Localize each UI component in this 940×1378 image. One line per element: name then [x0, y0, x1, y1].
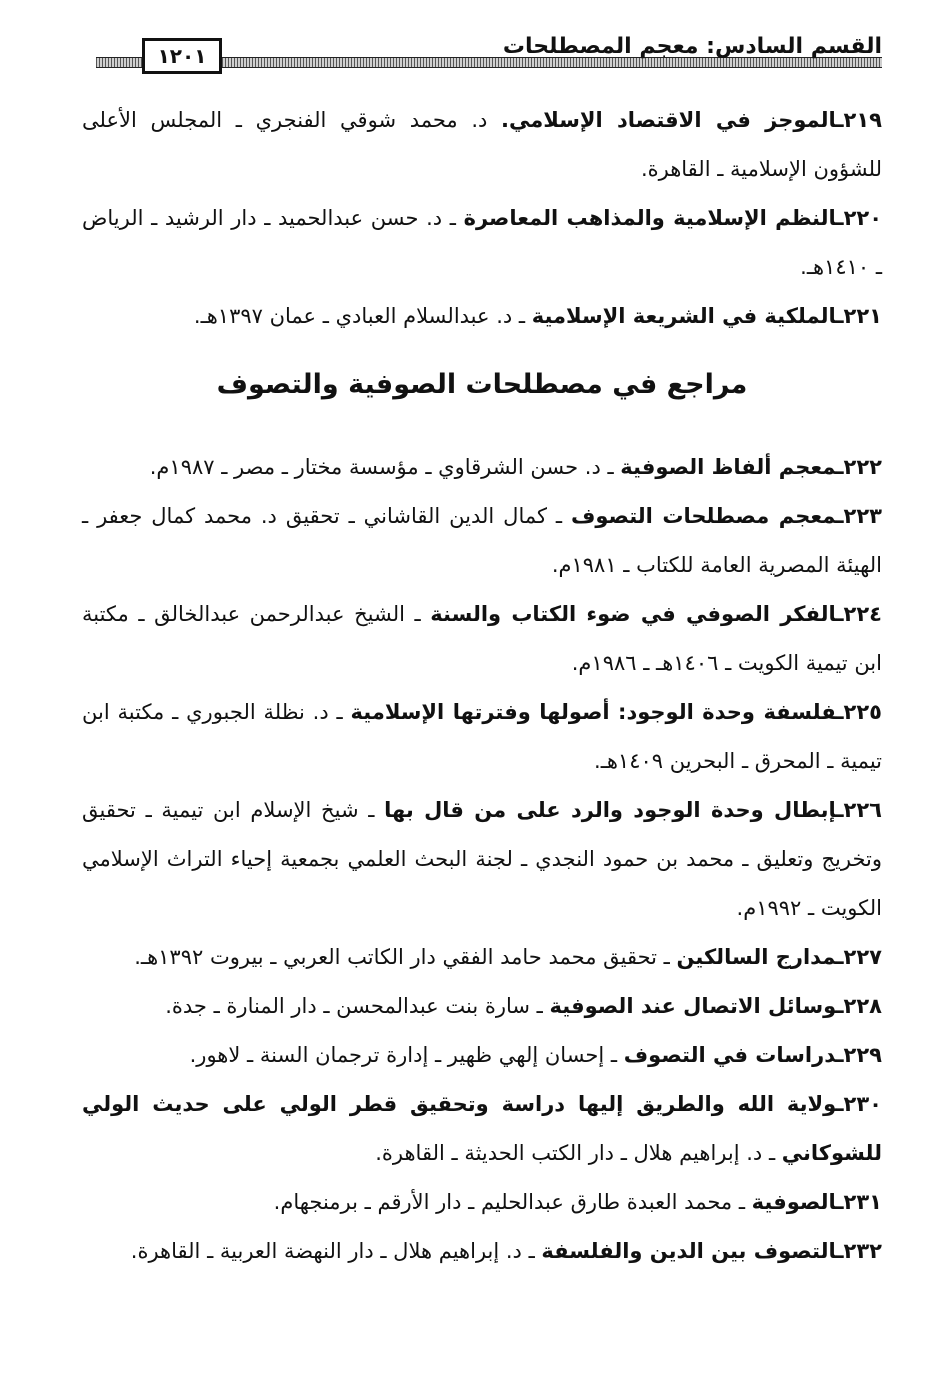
reference-entry: ٢٣١ـالصوفية ـ محمد العبدة طارق عبدالحليم ـ دار الأرقم ـ برمنجهام.	[273, 1190, 882, 1214]
entry-details: ـ محمد العبدة طارق عبدالحليم ـ دار الأرقم ـ برمنجهام.	[273, 1190, 752, 1214]
reference-entry: ٢٢٨ـوسائل الاتصال عند الصوفية ـ سارة بنت عبدالمحسن ـ دار المنارة ـ جدة.	[165, 994, 882, 1018]
entry-number: ٢١٩	[843, 108, 882, 132]
entry-number: ٢٢١	[843, 304, 882, 328]
reference-entry: ٢٢٦ـإبطال وحدة الوجود والرد على من قال بها ـ شيخ الإسلام ابن تيمية ـ تحقيق وتخريج وتعليق ـ محمد بن حمود النجدي ـ لجنة البحث العلمي بجمعية إحياء التراث الإسلامي الكويت ـ ١٩٩٢م.	[82, 798, 882, 920]
entry-details: ـ تحقيق محمد حامد الفقي دار الكاتب العربي ـ بيروت ١٣٩٢هـ.	[134, 945, 677, 969]
reference-entry: ٢٢١ـالملكية في الشريعة الإسلامية ـ د. عبدالسلام العبادي ـ عمان ١٣٩٧هـ.	[193, 304, 882, 328]
entry-title: فلسفة وحدة الوجود: أصولها وفترتها الإسلامية	[350, 700, 837, 724]
entry-details: ـ د. إبراهيم هلال ـ دار النهضة العربية ـ القاهرة.	[130, 1239, 542, 1263]
entry-number: ٢٢٠	[843, 206, 883, 230]
reference-entry: ٢٣٠ـولاية الله والطريق إليها دراسة وتحقيق قطر الولي على حديث الولي للشوكاني ـ د. إبراهيم هلال ـ دار الكتب الحديثة ـ القاهرة.	[82, 1092, 882, 1165]
entry-details: ـ د. نظلة الجبوري ـ مكتبة ابن تيمية ـ المحرق ـ البحرين ١٤٠٩هـ.	[82, 700, 882, 773]
entry-number: ٢٢٧	[843, 945, 882, 969]
entry-number: ٢٢٩	[843, 1043, 882, 1067]
entry-number: ٢٢٦	[843, 798, 882, 822]
entry-title: الملكية في الشريعة الإسلامية	[531, 304, 837, 328]
entry-title: الموجز في الاقتصاد الإسلامي.	[501, 108, 837, 132]
entry-title: الصوفية	[751, 1190, 837, 1214]
entry-title: ولاية الله والطريق إليها دراسة وتحقيق قطر الولي على حديث الولي للشوكاني	[82, 1092, 882, 1165]
chapter-title: القسم السادس: معجم المصطلحات	[502, 34, 882, 59]
entry-details: ـ إحسان إلهي ظهير ـ إدارة ترجمان السنة ـ لاهور.	[189, 1043, 624, 1067]
entry-number: ٢٣٢	[843, 1239, 882, 1263]
entry-details: ـ د. عبدالسلام العبادي ـ عمان ١٣٩٧هـ.	[193, 304, 532, 328]
entry-number: ٢٣١	[843, 1190, 882, 1214]
entry-title: الفكر الصوفي في ضوء الكتاب والسنة	[430, 602, 837, 626]
entry-number: ٢٣٠	[843, 1092, 882, 1116]
entry-details: د. محمد شوقي الفنجري ـ المجلس الأعلى للشؤون الإسلامية ـ القاهرة.	[82, 108, 882, 181]
entry-number: ٢٢٥	[843, 700, 882, 724]
entry-title: وسائل الاتصال عند الصوفية	[549, 994, 837, 1018]
reference-entry: ٢٢٩ـدراسات في التصوف ـ إحسان إلهي ظهير ـ إدارة ترجمان السنة ـ لاهور.	[189, 1043, 882, 1067]
entry-number: ٢٢٢	[843, 455, 882, 479]
reference-list	[82, 96, 882, 1276]
entry-details: ـ د. إبراهيم هلال ـ دار الكتب الحديثة ـ القاهرة.	[375, 1141, 782, 1165]
entry-details: ـ شيخ الإسلام ابن تيمية ـ تحقيق وتخريج وتعليق ـ محمد بن حمود النجدي ـ لجنة البحث العلمي بجمعية إحياء التراث الإسلامي الكويت ـ ١٩٩٢م.	[82, 798, 882, 920]
entry-title: مدارج السالكين	[676, 945, 837, 969]
page-header	[96, 34, 882, 74]
page-number: ١٢٠١	[142, 38, 222, 74]
reference-entry: ٢١٩ـالموجز في الاقتصاد الإسلامي. د. محمد شوقي الفنجري ـ المجلس الأعلى للشؤون الإسلامية ـ القاهرة.	[82, 108, 882, 181]
entry-title: التصوف بين الدين والفلسفة	[541, 1239, 837, 1263]
entry-number: ٢٢٨	[843, 994, 882, 1018]
entry-number: ٢٢٤	[843, 602, 882, 626]
reference-entry: ٢٢٧ـمدارج السالكين ـ تحقيق محمد حامد الفقي دار الكاتب العربي ـ بيروت ١٣٩٢هـ.	[134, 945, 882, 969]
reference-entry: ٢٣٢ـالتصوف بين الدين والفلسفة ـ د. إبراهيم هلال ـ دار النهضة العربية ـ القاهرة.	[130, 1239, 882, 1263]
reference-entry: ٢٢٤ـالفكر الصوفي في ضوء الكتاب والسنة ـ الشيخ عبدالرحمن عبدالخالق ـ مكتبة ابن تيمية الكويت ـ ١٤٠٦هـ ـ ١٩٨٦م.	[82, 602, 882, 675]
reference-entry: ٢٢٥ـفلسفة وحدة الوجود: أصولها وفترتها الإسلامية ـ د. نظلة الجبوري ـ مكتبة ابن تيمية ـ المحرق ـ البحرين ١٤٠٩هـ.	[82, 700, 882, 773]
entry-details: ـ الشيخ عبدالرحمن عبدالخالق ـ مكتبة ابن تيمية الكويت ـ ١٤٠٦هـ ـ ١٩٨٦م.	[82, 602, 882, 675]
entry-title: معجم ألفاظ الصوفية	[620, 455, 837, 479]
reference-entry: ٢٢٠ـالنظم الإسلامية والمذاهب المعاصرة ـ د. حسن عبدالحميد ـ دار الرشيد ـ الرياض ـ ١٤١٠هـ.	[82, 206, 883, 279]
entry-title: دراسات في التصوف	[623, 1043, 837, 1067]
reference-entry: ٢٢٣ـمعجم مصطلحات التصوف ـ كمال الدين القاشاني ـ تحقيق د. محمد كمال جعفر ـ الهيئة المصرية العامة للكتاب ـ ١٩٨١م.	[82, 504, 882, 577]
entry-details: ـ د. حسن الشرقاوي ـ مؤسسة مختار ـ مصر ـ ١٩٨٧م.	[149, 455, 621, 479]
entry-details: ـ سارة بنت عبدالمحسن ـ دار المنارة ـ جدة.	[165, 994, 550, 1018]
reference-entry: ٢٢٢ـمعجم ألفاظ الصوفية ـ د. حسن الشرقاوي ـ مؤسسة مختار ـ مصر ـ ١٩٨٧م.	[149, 455, 882, 479]
entry-title: إبطال وحدة الوجود والرد على من قال بها	[384, 798, 837, 822]
entry-title: النظم الإسلامية والمذاهب المعاصرة	[463, 206, 837, 230]
entry-title: معجم مصطلحات التصوف	[570, 504, 837, 528]
section-heading: مراجع في مصطلحات الصوفية والتصوف	[216, 369, 748, 400]
entry-number: ٢٢٣	[843, 504, 882, 528]
entry-details: ـ د. حسن عبدالحميد ـ دار الرشيد ـ الرياض ـ ١٤١٠هـ.	[82, 206, 882, 279]
entry-details: ـ كمال الدين القاشاني ـ تحقيق د. محمد كمال جعفر ـ الهيئة المصرية العامة للكتاب ـ ١٩٨١م.	[82, 504, 882, 577]
